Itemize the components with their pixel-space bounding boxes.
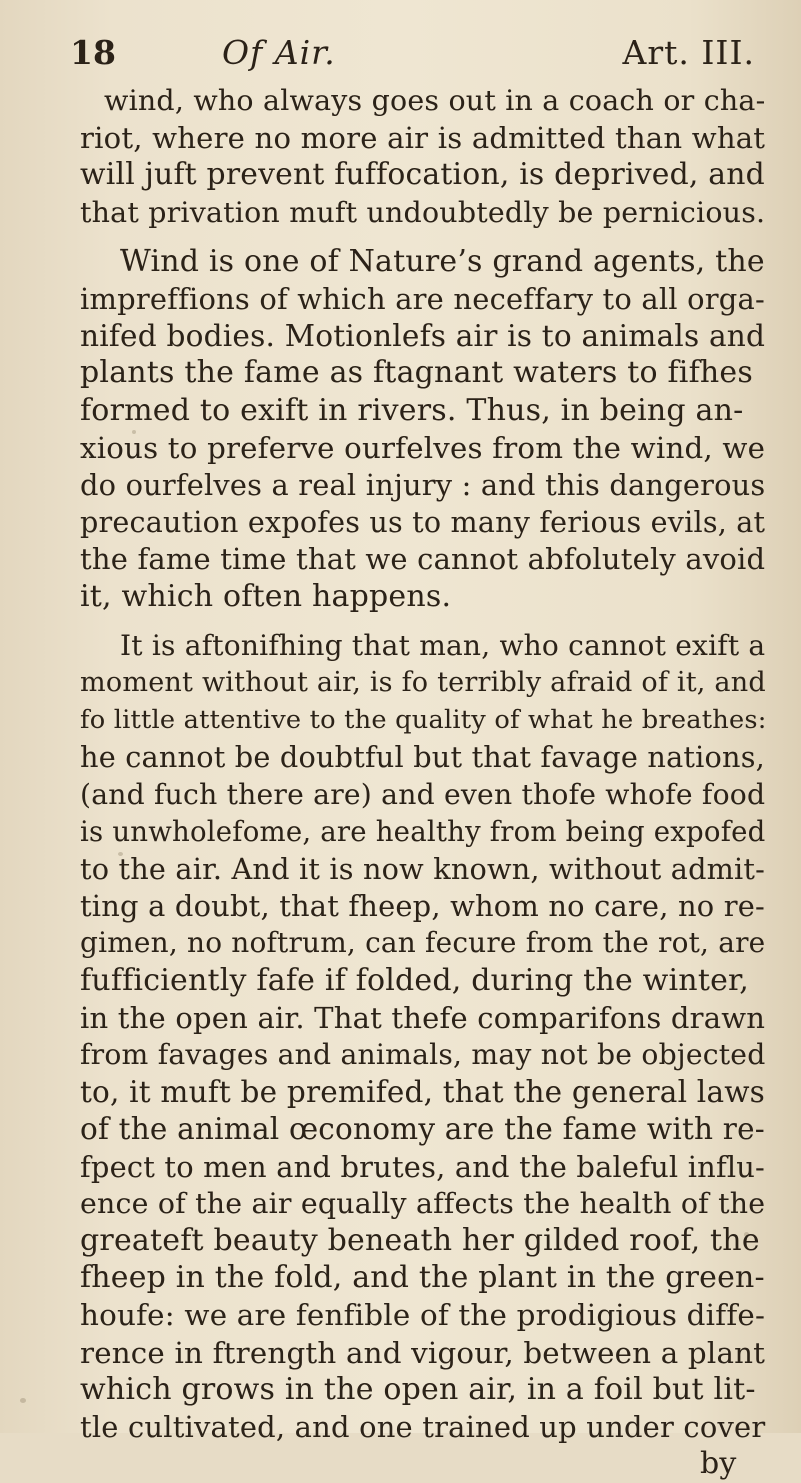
text-line (0, 776, 801, 814)
text-line (0, 1259, 801, 1297)
text-line (0, 1185, 801, 1223)
text-line-content: precaution expofes us to many ferious evils, at (80, 505, 766, 539)
text-line (0, 194, 801, 232)
text-line (0, 924, 801, 962)
text-line-content: to the air. And it is now known, without admit- (80, 852, 766, 886)
running-title: Of Air. (222, 33, 336, 72)
text-line (0, 119, 801, 157)
text-line-content: Wind is one of Nature’s grand agents, the (120, 244, 765, 279)
text-line-content: fufficiently fafe if folded, during the winter, (80, 963, 750, 998)
text-line-content: xious to preferve ourfelves from the wind, we (80, 431, 766, 465)
text-line-content: impreffions of which are neceffary to all orga- (80, 282, 765, 316)
text-line-content: It is aftonifhing that man, who cannot exift a (120, 629, 766, 662)
text-line (0, 466, 801, 504)
text-line (0, 887, 801, 925)
text-line (0, 664, 801, 702)
text-line (0, 1222, 801, 1260)
text-line-content: formed to exift in rivers. Thus, in being an- (80, 393, 744, 428)
text-line-content: fheep in the fold, and the plant in the green- (80, 1260, 765, 1295)
running-header (70, 28, 755, 78)
text-line (0, 850, 801, 888)
text-line-content: moment without air, is fo terribly afraid of it, and (80, 667, 766, 698)
text-line-content: houfe: we are fenfible of the prodigious diffe- (80, 1298, 766, 1332)
text-line (0, 1334, 801, 1372)
text-line-content: of the animal œconomy are the fame with re- (80, 1112, 765, 1146)
text-line (0, 82, 801, 120)
text-line (0, 578, 801, 616)
text-line (0, 1371, 801, 1409)
text-line (0, 701, 801, 739)
text-line-content: tle cultivated, and one trained up under cover (80, 1410, 766, 1444)
text-line-content: in the open air. That thefe comparifons drawn (80, 1001, 766, 1035)
text-line (0, 1036, 801, 1074)
text-line-content: that privation muft undoubtedly be pernicious. (80, 196, 766, 229)
text-line-content: gimen, no noftrum, can fecure from the rot, are (80, 926, 766, 959)
text-line (0, 627, 801, 665)
text-line-content: rence in ftrength and vigour, between a plant (80, 1336, 766, 1370)
text-line (0, 540, 801, 578)
text-line-content: do ourfelves a real injury : and this dangerous (80, 468, 766, 502)
text-line-content: from favages and animals, may not be objected (80, 1038, 766, 1071)
text-line-content: which grows in the open air, in a foil but lit- (80, 1372, 756, 1407)
text-line (0, 999, 801, 1037)
text-line-content: (and fuch there are) and even thofe whofe food (80, 778, 766, 811)
text-line (0, 1110, 801, 1148)
text-line (0, 317, 801, 355)
text-line (0, 156, 801, 194)
text-line-content: he cannot be doubtful but that favage nations, (80, 740, 766, 774)
text-line-content: fo little attentive to the quality of what he breathes: (80, 705, 767, 735)
text-line (0, 243, 801, 281)
text-line-content: nifed bodies. Motionlefs air is to animals and (80, 319, 766, 353)
text-line (0, 392, 801, 430)
article-number: Art. III. (622, 33, 755, 72)
text-line-content: ence of the air equally affects the health of the (80, 1187, 766, 1220)
catchword: by (700, 1446, 737, 1481)
text-line-content: riot, where no more air is admitted than what (80, 121, 766, 155)
text-line-content: fpect to men and brutes, and the baleful influ- (80, 1150, 766, 1184)
text-line (0, 1148, 801, 1186)
text-line-content: is unwholefome, are healthy from being expofed (80, 815, 766, 848)
text-line (0, 503, 801, 541)
catchword-line (0, 1445, 801, 1483)
page-number: 18 (70, 33, 116, 72)
text-line-content: the fame time that we cannot abfolutely avoid (80, 542, 766, 576)
text-line (0, 1073, 801, 1111)
text-line-content: wind, who always goes out in a coach or cha- (104, 84, 766, 117)
text-line-content: greateft beauty beneath her gilded roof, the (80, 1223, 760, 1258)
text-line (0, 962, 801, 1000)
text-line (0, 429, 801, 467)
text-line-content: ting a doubt, that fheep, whom no care, no re- (80, 889, 765, 923)
text-line (0, 813, 801, 851)
text-line (0, 738, 801, 776)
text-line-content: to, it muft be premifed, that the general laws (80, 1075, 766, 1109)
text-line (0, 1296, 801, 1334)
text-line-content: plants the fame as ftagnant waters to fifhes (80, 355, 753, 390)
text-line (0, 280, 801, 318)
text-line (0, 1408, 801, 1446)
text-line-content: it, which often happens. (80, 579, 452, 614)
text-line (0, 354, 801, 392)
text-line-content: will juft prevent fuffocation, is deprived, and (80, 157, 765, 192)
